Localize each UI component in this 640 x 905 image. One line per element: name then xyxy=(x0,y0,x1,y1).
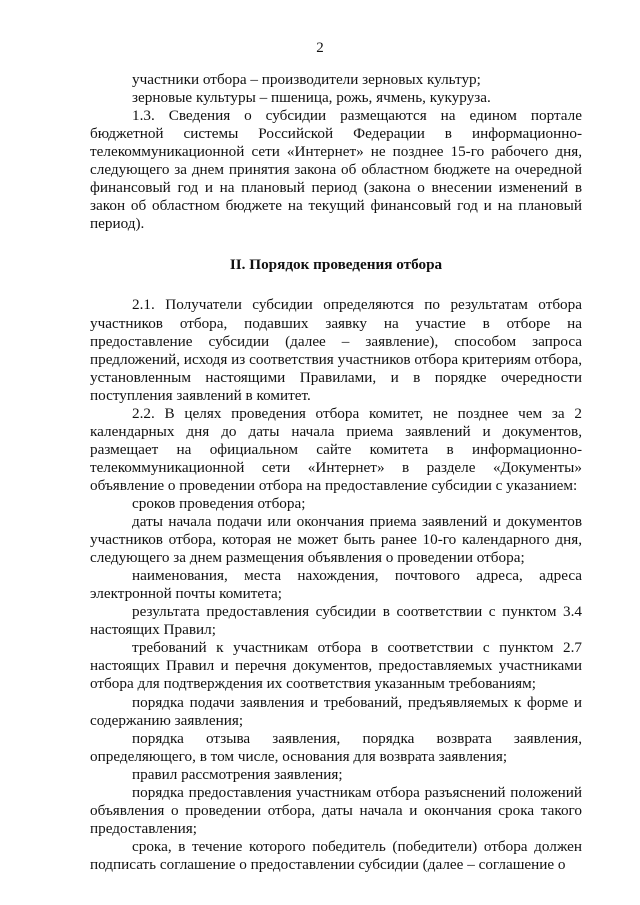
list-item: срока, в течение которого победитель (победители) отбора должен подписать соглашение о предоставлении субсидии (далее – соглашение о xyxy=(90,837,582,873)
section-heading: II. Порядок проведения отбора xyxy=(229,256,443,274)
list-item: порядка подачи заявления и требований, предъявляемых к форме и содержанию заявления; xyxy=(90,693,582,729)
paragraph: участники отбора – производители зерновых культур; xyxy=(132,71,481,88)
list-item: наименования, места нахождения, почтового адреса, адреса электронной почты комитета; xyxy=(90,567,582,603)
paragraph: 2.1. Получатели субсидии определяются по результатам отбора участников отбора, подавших заявку на участие в отборе на предоставление субсидии (далее – заявление), способом запроса предложений, исходя из соответствия участников отбора критериям отбора, установленным настоящими Правилами, и в порядке очередности поступления заявлений в комитет. xyxy=(90,296,582,404)
page-number: 2 xyxy=(316,40,324,56)
list-item: порядка отзыва заявления, порядка возврата заявления, определяющего, в том числе, основания для возврата заявления; xyxy=(90,729,582,765)
document-body xyxy=(90,71,582,874)
list-item: сроков проведения отбора; xyxy=(132,494,306,512)
list-item: даты начала подачи или окончания приема заявлений и документов участников отбора, которая не может быть ранее 10-го календарного дня, следующего за днем размещения объявления о проведении отбора; xyxy=(90,513,582,567)
paragraph: 2.2. В целях проведения отбора комитет, не позднее чем за 2 календарных дня до даты начала приема заявлений и документов, размещает на официальном сайте комитета в информационно-телекоммуникационной сети «Интернет» в разделе «Документы» объявление о проведении отбора на предоставление субсидии с указанием: xyxy=(90,404,582,494)
list-item: правил рассмотрения заявления; xyxy=(132,765,343,783)
list-item: порядка предоставления участникам отбора разъяснений положений объявления о проведении отбора, даты начала и окончания срока такого предоставления; xyxy=(90,783,582,837)
paragraph: зерновые культуры – пшеница, рожь, ячмень, кукуруза. xyxy=(132,89,491,107)
paragraph: 1.3. Сведения о субсидии размещаются на едином портале бюджетной системы Российской Федерации в информационно-телекоммуникационной сети «Интернет» не позднее 15-го рабочего дня, следующего за днем принятия закона об областном бюджете на очередной финансовый год и на плановый период (закона о внесении изменений в закон об областном бюджете на текущий финансовый год и на плановый период). xyxy=(90,107,582,233)
list-item: результата предоставления субсидии в соответствии с пунктом 3.4 настоящих Правил; xyxy=(90,603,582,639)
list-item: требований к участникам отбора в соответствии с пунктом 2.7 настоящих Правил и перечня документов, предоставляемых участниками отбора для подтверждения их соответствия указанным требованиям; xyxy=(90,639,582,693)
